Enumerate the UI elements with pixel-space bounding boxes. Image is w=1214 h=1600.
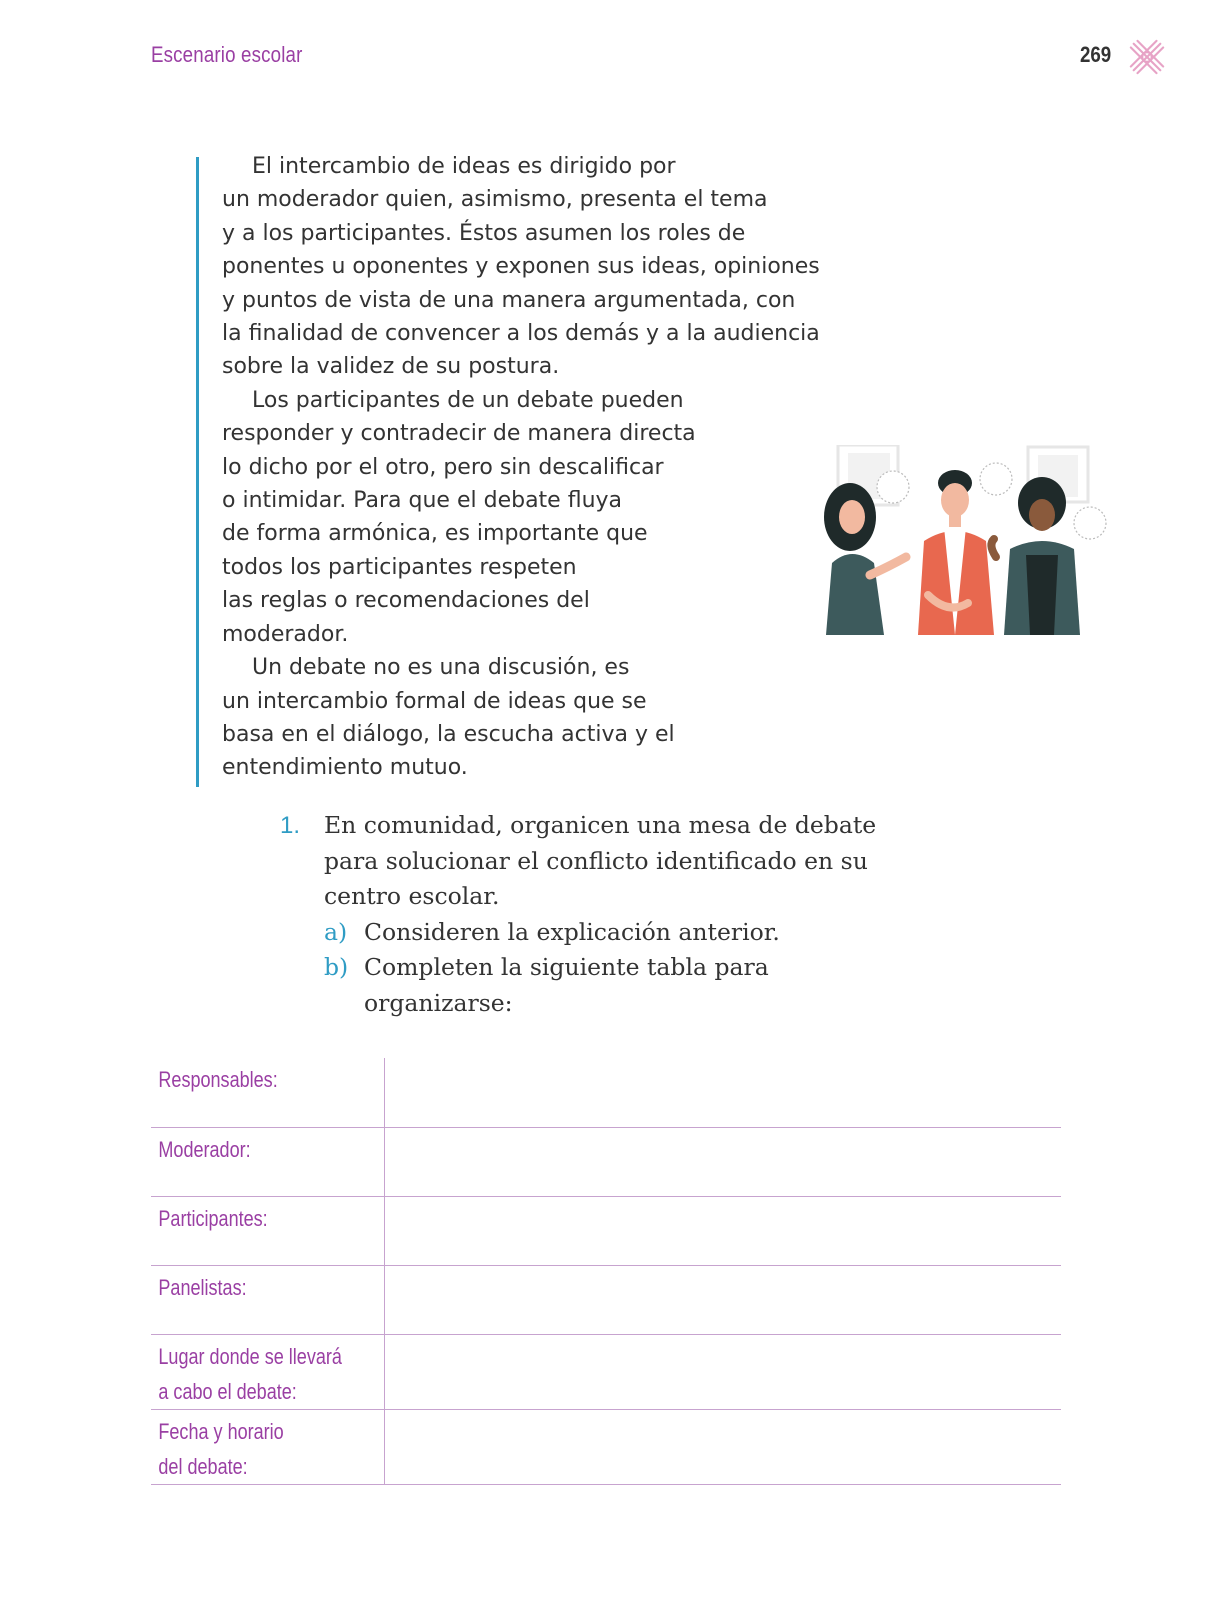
table-row (151, 1266, 1061, 1335)
label-line: a cabo el debate: (158, 1379, 297, 1404)
item-text (324, 808, 876, 915)
activity-instructions (280, 808, 876, 1021)
text-line: un intercambio formal de ideas que se (222, 688, 647, 714)
debate-people-illustration (818, 445, 1136, 635)
label-line: Moderador: (158, 1137, 251, 1162)
header-section-title: Escenario escolar (151, 42, 303, 67)
sub-item-a (324, 915, 876, 951)
table-row (151, 1128, 1061, 1197)
row-value-cell[interactable] (384, 1058, 1061, 1128)
label-line: Fecha y horario (158, 1419, 284, 1444)
text-line: la finalidad de convencer a los demás y a la audiencia (222, 321, 820, 347)
text-line: o intimidar. Para que el debate fluya (222, 488, 623, 514)
explanation-accent-bar (196, 157, 199, 787)
row-label (151, 1266, 384, 1335)
table-row (151, 1197, 1061, 1266)
activity-item-1 (280, 808, 876, 1021)
row-label (151, 1335, 384, 1410)
text-line: moderador. (222, 621, 349, 647)
star-knot-icon (1128, 38, 1166, 76)
sub-item-text (364, 915, 876, 951)
row-label (151, 1197, 384, 1266)
text-line: las reglas o recomendaciones del (222, 588, 590, 614)
item-number: 1. (280, 812, 301, 839)
text-line: sobre la validez de su postura. (222, 354, 560, 380)
text-line: de forma armónica, es importante que (222, 521, 648, 547)
paragraph-3 (222, 651, 820, 785)
sub-item-letter: b) (324, 953, 349, 981)
text-line: y puntos de vista de una manera argumentada, con (222, 287, 796, 313)
row-value-cell[interactable] (384, 1128, 1061, 1197)
row-label (151, 1410, 384, 1485)
text-line: En comunidad, organicen una mesa de debate (324, 811, 877, 839)
row-value-cell[interactable] (384, 1335, 1061, 1410)
row-label (151, 1058, 384, 1128)
text-line: todos los participantes respeten (222, 554, 577, 580)
table-row (151, 1410, 1061, 1485)
label-line: Panelistas: (158, 1275, 247, 1300)
text-line: Completen la siguiente tabla para (364, 953, 769, 981)
text-line: entendimiento mutuo. (222, 755, 468, 781)
label-line: Responsables: (158, 1067, 278, 1092)
text-line: centro escolar. (324, 882, 500, 910)
text-line: Un debate no es una discusión, es (252, 655, 630, 681)
row-value-cell[interactable] (384, 1197, 1061, 1266)
row-label (151, 1128, 384, 1197)
paragraph-2 (222, 384, 820, 651)
page-number: 269 (1080, 42, 1112, 67)
sub-item-text (364, 950, 876, 1021)
organization-table (151, 1058, 1061, 1485)
label-line: Lugar donde se llevará (158, 1344, 342, 1369)
text-line: un moderador quien, asimismo, presenta el tema (222, 187, 768, 213)
sub-item-b (324, 950, 876, 1021)
text-line: El intercambio de ideas es dirigido por (252, 154, 676, 179)
row-value-cell[interactable] (384, 1410, 1061, 1485)
paragraph-1 (222, 150, 820, 384)
row-value-cell[interactable] (384, 1266, 1061, 1335)
table-row (151, 1335, 1061, 1410)
text-line: y a los participantes. Éstos asumen los roles de (222, 220, 746, 246)
text-line: Los participantes de un debate pueden (252, 387, 684, 413)
text-line: Consideren la explicación anterior. (364, 917, 780, 946)
text-line: lo dicho por el otro, pero sin descalificar (222, 454, 664, 480)
label-line: Participantes: (158, 1206, 268, 1231)
table-row (151, 1058, 1061, 1128)
sub-item-letter: a) (324, 917, 348, 946)
text-line: basa en el diálogo, la escucha activa y el (222, 721, 675, 747)
text-line: organizarse: (364, 988, 513, 1017)
sub-item-list (324, 915, 876, 1022)
explanation-text (222, 150, 820, 785)
text-line: ponentes u oponentes y exponen sus ideas, opiniones (222, 254, 820, 280)
label-line: del debate: (158, 1454, 248, 1479)
text-line: para solucionar el conflicto identificado en su (324, 846, 868, 875)
text-line: responder y contradecir de manera directa (222, 421, 696, 447)
